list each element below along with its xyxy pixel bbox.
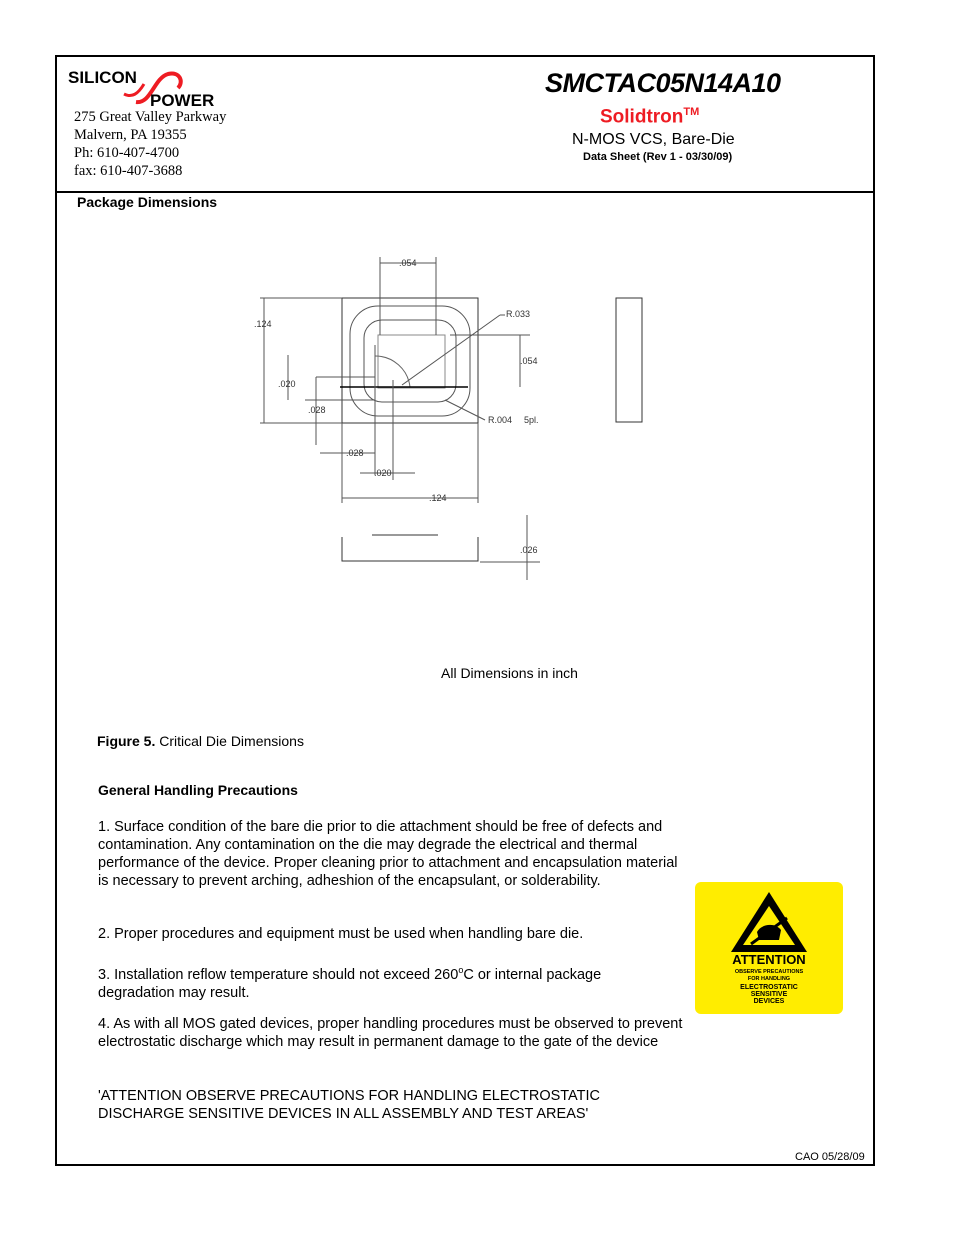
figure-text: Critical Die Dimensions [155, 733, 304, 749]
package-dimensions-title: Package Dimensions [77, 194, 218, 210]
attention-line2: FOR HANDLING [747, 976, 791, 982]
address-line: Malvern, PA 19355 [74, 127, 187, 143]
precaution-item: 1. Surface condition of the bare die prior to die attachment should be free of defects and contamination. Any contamination on the die may degrade the electrical and thermal performance of the device. Proper cleaning prior to attachment and encapsulation material is necessary to prevent arching, adheshion of the encapsulant, or solderability. [98, 819, 678, 889]
die-side-view [616, 298, 642, 422]
dim-label-r033: R.033 [506, 309, 531, 319]
dim-label-124-left: .124 [254, 319, 272, 329]
header-divider [55, 191, 875, 193]
esd-attention-label [695, 882, 843, 1014]
precaution-item: 4. As with all MOS gated devices, proper handling procedures must be observed to prevent electrostatic discharge which may result in permanent damage to the gate of the device [98, 1016, 683, 1050]
dim-label-026: .026 [520, 545, 538, 555]
part-number: SMCTAC05N14A10 [545, 68, 781, 98]
leader-r004 [445, 400, 485, 420]
figure-caption [97, 733, 304, 749]
figure-label: Figure 5. [97, 733, 156, 749]
die-dimension-drawing [240, 245, 840, 590]
handling-title: General Handling Precautions [98, 782, 298, 798]
attention-line4: SENSITIVE [750, 991, 788, 998]
die-edge-view [342, 537, 478, 561]
logo-line2: POWER [150, 91, 215, 110]
attention-line1: OBSERVE PRECAUTIONS [734, 969, 804, 975]
datasheet-revision: Data Sheet (Rev 1 - 03/30/09) [583, 151, 733, 163]
esd-warning-quote: 'ATTENTION OBSERVE PRECAUTIONS FOR HANDLING ELECTROSTATIC DISCHARGE SENSITIVE DEVICES IN ALL ASSEMBLY AND TEST AREAS' [98, 1088, 601, 1122]
units-note: All Dimensions in inch [441, 665, 578, 681]
address-line: fax: 610-407-3688 [74, 163, 183, 179]
device-subtitle: N-MOS VCS, Bare-Die [572, 131, 735, 148]
trademark-mark: TM [683, 106, 700, 118]
dim-label-020-left: .020 [278, 379, 296, 389]
dim-label-028-left: .028 [308, 405, 326, 415]
footer-code: CAO 05/28/09 [795, 1151, 865, 1163]
attention-line3: ELECTROSTATIC [740, 984, 798, 991]
brand-text: Solidtron [600, 106, 684, 128]
address-line: 275 Great Valley Parkway [74, 109, 227, 125]
dim-label-028-bottom: .028 [346, 448, 364, 458]
attention-title: ATTENTION [732, 952, 806, 967]
precaution-3-text: 3. Installation reflow temperature should not exceed 260 [98, 966, 459, 983]
die-top-view [342, 298, 478, 423]
dim-label-5pl: 5pl. [524, 415, 539, 425]
precaution-item-3 [98, 961, 658, 1002]
brand-name [600, 106, 699, 128]
dim-label-r004: R.004 [488, 415, 513, 425]
attention-line5: DEVICES [753, 998, 785, 1005]
degree-mark: o [458, 965, 464, 975]
logo-line1: SILICON [68, 68, 137, 87]
precaution-item: 2. Proper procedures and equipment must be used when handling bare die. [98, 926, 584, 942]
precaution-3-rest: C or internal package degradation may result. [98, 966, 602, 1001]
company-address [74, 108, 226, 180]
dim-label-054-top: .054 [399, 258, 417, 268]
dim-label-054-right: .054 [520, 356, 538, 366]
dim-label-020-bottom: .020 [374, 468, 392, 478]
address-line: Ph: 610-407-4700 [74, 145, 180, 161]
dim-label-124-bottom: .124 [429, 493, 447, 503]
silicon-power-logo [66, 64, 242, 110]
